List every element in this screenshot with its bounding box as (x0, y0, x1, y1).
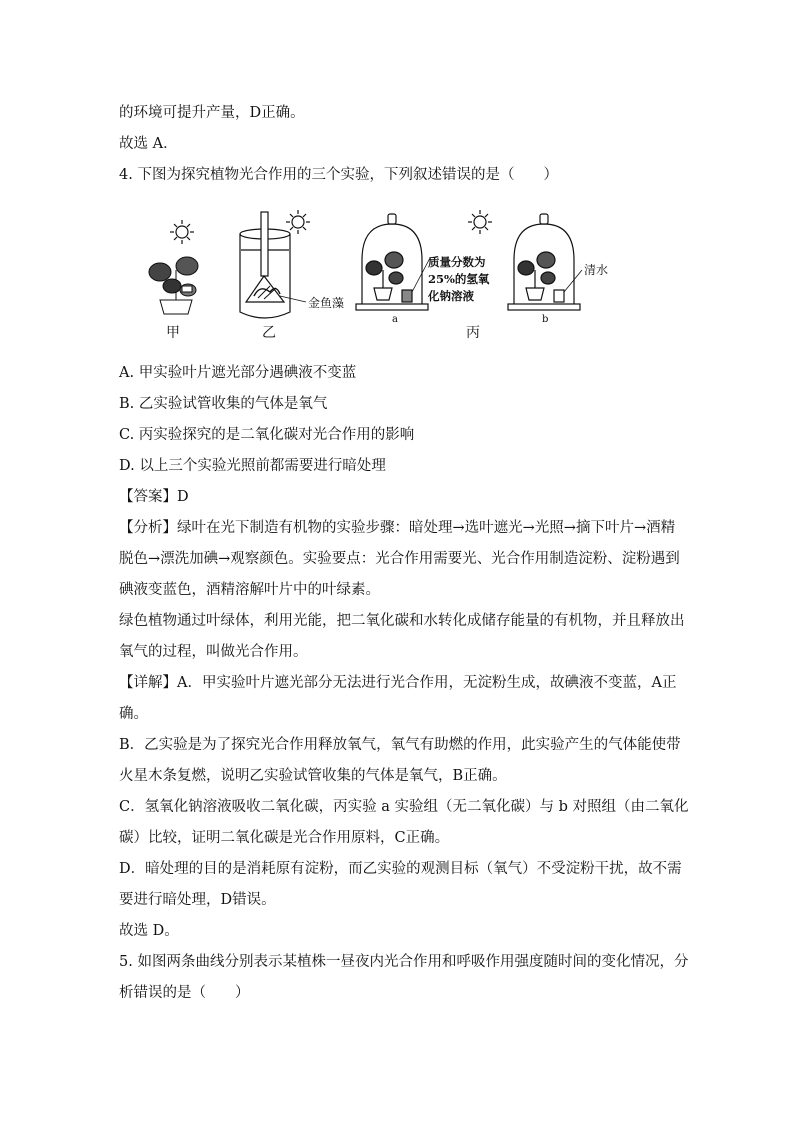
text-line: 的环境可提升产量，D正确。 (119, 105, 305, 121)
option-c: C. 丙实验探究的是二氧化碳对光合作用的影响 (119, 427, 415, 443)
analysis-line: 绿色植物通过叶绿体，利用光能，把二氧化碳和水转化成储存能量的有机物，并且释放出 (119, 613, 685, 629)
bell-jar-b (508, 214, 580, 310)
detail-line: 【详解】A．甲实验叶片遮光部分无法进行光合作用，无淀粉生成，故碘液不变蓝，A正 (119, 675, 677, 691)
answer-line: 【答案】D (119, 489, 189, 505)
question-4-stem: 4. 下图为探究植物光合作用的三个实验，下列叙述错误的是（ ） (119, 167, 558, 183)
conclusion-line: 故选 D。 (119, 923, 179, 939)
option-a: A. 甲实验叶片遮光部分遇碘液不变蓝 (119, 365, 357, 381)
sun-icon-bing (468, 210, 492, 234)
label-naoh-line-1: 质量分数为 (428, 255, 486, 269)
detail-line: C．氢氧化钠溶液吸收二氧化碳，丙实验 a 实验组（无二氧化碳）与 b 对照组（由二氧化 (119, 799, 689, 815)
question-5-stem: 5. 如图两条曲线分别表示某植株一昼夜内光合作用和呼吸作用强度随时间的变化情况，分 (119, 954, 689, 970)
detail-line: B．乙实验是为了探究光合作用释放氧气，氧气有助燃的作用，此实验产生的气体能使带 (119, 737, 681, 753)
experiment-figure (130, 200, 630, 345)
bell-jar-a (356, 214, 428, 310)
label-b: b (542, 314, 549, 325)
text-line: 故选 A． (119, 136, 178, 152)
sun-icon-jia (170, 220, 194, 244)
option-b: B. 乙实验试管收集的气体是氧气 (119, 396, 328, 412)
potted-plant-jia (149, 257, 198, 314)
label-water: 清水 (584, 263, 609, 277)
detail-line: 确。 (119, 706, 148, 722)
label-naoh-line-3: 化钠溶液 (428, 289, 474, 303)
detail-line: 要进行暗处理，D错误。 (119, 892, 276, 908)
analysis-line: 脱色→漂洗加碘→观察颜色。实验要点：光合作用需要光、光合作用制造淀粉、淀粉遇到 (119, 551, 680, 567)
label-seaweed: 金鱼藻 (308, 296, 345, 310)
detail-line: 碳）比较，证明二氧化碳是光合作用原料，C正确。 (119, 830, 450, 846)
analysis-line: 碘液变蓝色，酒精溶解叶片中的叶绿素。 (119, 582, 380, 598)
label-bing: 丙 (466, 325, 480, 341)
question-5-stem: 析错误的是（ ） (119, 985, 250, 1001)
analysis-line: 氧气的过程，叫做光合作用。 (119, 644, 308, 660)
option-d: D. 以上三个实验光照前都需要进行暗处理 (119, 458, 386, 474)
label-jia: 甲 (166, 325, 180, 341)
analysis-line: 【分析】绿叶在光下制造有机物的实验步骤：暗处理→选叶遮光→光照→摘下叶片→酒精 (119, 520, 676, 536)
label-naoh-line-2: 25%的氢氧 (428, 272, 490, 286)
sun-icon-yi (286, 210, 310, 234)
detail-line: D．暗处理的目的是消耗原有淀粉，而乙实验的观测目标（氧气）不受淀粉干扰，故不需 (119, 861, 682, 877)
label-a: a (392, 314, 398, 325)
label-yi: 乙 (262, 325, 276, 341)
detail-line: 火星木条复燃，说明乙实验试管收集的气体是氧气，B正确。 (119, 768, 507, 784)
beaker-with-seaweed-yi (240, 212, 290, 318)
